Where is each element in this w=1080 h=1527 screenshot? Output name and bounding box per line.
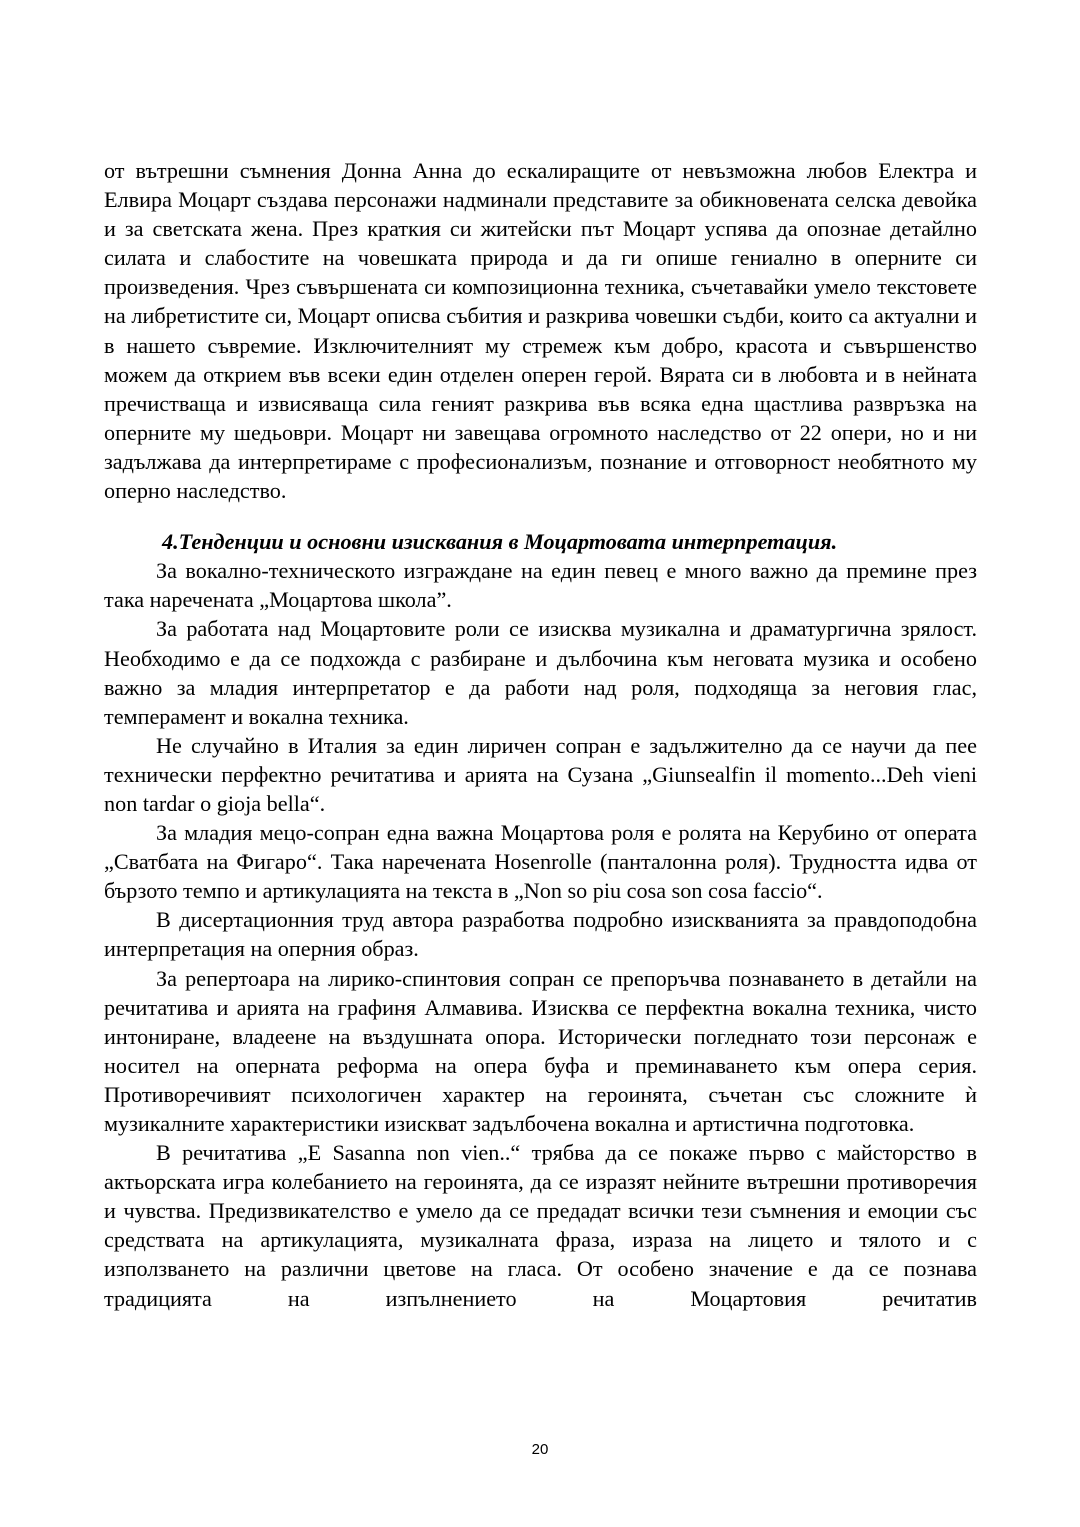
paragraph-susanna: Не случайно в Италия за един лиричен сопран е задължително да се научи да пее технически перфектно речитатива и арията на Сузана „Giunsealfin il momento...Deh vieni non tardar o gioja bella“. [104,732,977,816]
paragraph-cherubino: За младия мецо-сопран една важна Моцартова роля е ролята на Керубино от операта „Сватбата на Фигаро“. Така наречената Hosenrolle (панталонна роля). Трудността идва от бързото темпо и артикулацията на текста в „Non so piu cosa son cosa faccio“. [104,820,977,904]
paragraph-mozart-school: За вокално-техническото изграждане на един певец е много важно да премине през така наречената „Моцартова школа”. [104,558,977,613]
paragraph-mozart-characters: от вътрешни съмнения Донна Анна до ескалиращите от невъзможна любов Електра и Елвира Моцарт създава персонажи надминали представите за обикновената селска девойка и за светската жена. През краткия си житейски път Моцарт успява да опознае детайлно силата и слабостите на човешката природа и да ги опише гениално в оперните си произведения. Чрез съвършената си композиционна техника, съчетавайки умело текстовете на либретистите си, Моцарт описва събития и разкрива човешки съдби, които са актуални и в нашето съвремие. Изключителният му стремеж към добро, красота и съвършенство можем да открием във всеки един отделен оперен герой. Вярата си в любовта и в нейната пречистваща и извисяваща сила геният разкрива във всяка една щастлива развръзка на оперните му шедьоври. Моцарт ни завещава огромното наследство от 22 опери, но и ни задължава да интерпретираме с професионализъм, познание и отговорност необятното му оперно наследство. [104,158,977,504]
paragraph-recitative: В речитатива „E Sasanna non vien..“ трябва да се покаже първо с майсторство в актьорската игра колебанието на героинята, да се изразят нейните вътрешни противоречия и чувства. Предизвикателство е умело да се предадат всички тези съмнения и емоции със средствата на артикулацията, музикалната фраза, израза на лицето и тялото и с използването на различни цветове на гласа. От особено значение е да се познава традицията на изпълнението на Моцартовия речитатив [104,1140,977,1311]
paragraph-mozart-roles: За работата над Моцартовите роли се изисква музикална и драматургична зрялост. Необходимо е да се подхожда с разбиране и дълбочина към неговата музика и особено важно за младия интерпретатор е да работи над роля, подходяща за неговия глас, темперамент и вокална техника. [104,616,977,729]
paragraph-countess: За репертоара на лирико-спинтовия сопран се препоръчва познаването в детайли на речитатива и арията на графиня Алмавива. Изисква се перфектна вокална техника, чисто интониране, владеене на въздушната опора. Исторически погледнато този персонаж е носител на оперната реформа на опера буфа и преминаването към опера серия. Противоречивият психологичен характер на героинята, съчетан със сложните ѝ музикалните характеристики изискват задълбочена вокална и артистична подготовка. [104,965,977,1136]
page-number: 20 [531,1441,549,1458]
paragraph-dissertation: В дисертационния труд автора разработва подробно изискванията за правдоподобна интерпретация на оперния образ. [104,907,977,962]
page-body [104,156,977,1313]
section-heading: 4.Тенденции и основни изисквания в Моцартовата интерпретация. [162,529,838,555]
